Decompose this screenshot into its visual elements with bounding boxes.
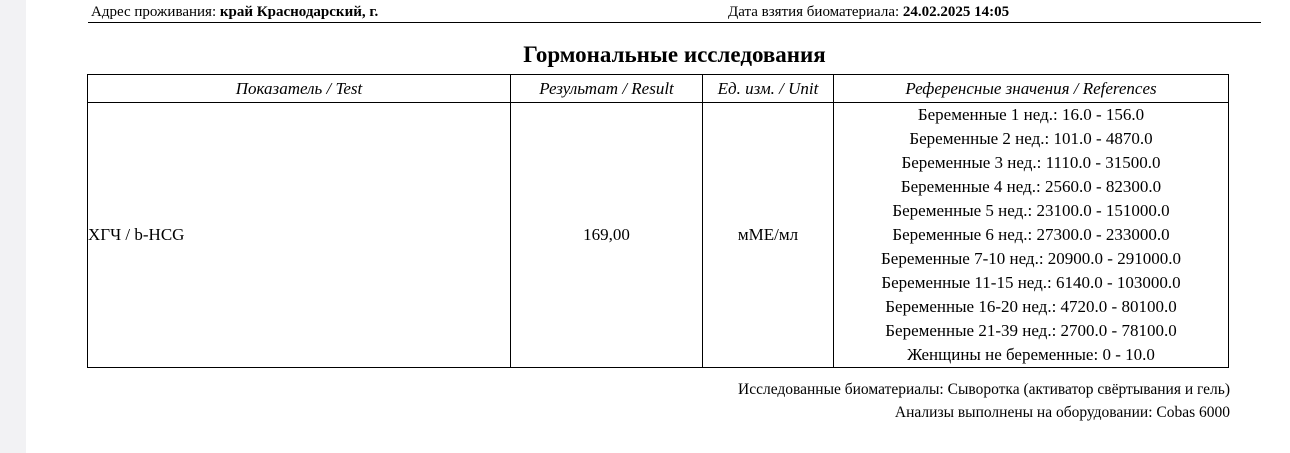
reference-line: Беременные 2 нед.: 101.0 - 4870.0 [909, 129, 1153, 148]
address [91, 4, 378, 21]
test-result: 169,00 [511, 103, 703, 368]
reference-line: Беременные 7-10 нед.: 20900.0 - 291000.0 [881, 249, 1181, 268]
column-header-result: Результат / Result [511, 75, 703, 103]
reference-values [834, 103, 1229, 368]
reference-line: Беременные 21-39 нед.: 2700.0 - 78100.0 [885, 321, 1177, 340]
reference-line: Беременные 1 нед.: 16.0 - 156.0 [917, 105, 1145, 124]
section-title: Гормональные исследования [523, 42, 826, 67]
column-header-test: Показатель / Test [88, 75, 511, 103]
patient-header [88, 2, 1261, 23]
column-header-references: Референсные значения / References [834, 75, 1229, 103]
reference-line: Беременные 4 нед.: 2560.0 - 82300.0 [900, 177, 1162, 196]
document-page [26, 0, 1290, 453]
reference-line: Беременные 5 нед.: 23100.0 - 151000.0 [892, 201, 1170, 220]
date-value: 24.02.2025 14:05 [902, 4, 1010, 20]
reference-line: Беременные 3 нед.: 1110.0 - 31500.0 [901, 153, 1161, 172]
table-row [88, 103, 1229, 368]
table-header-row [88, 75, 1229, 103]
equipment-note: Анализы выполнены на оборудовании: Cobas 6000 [894, 404, 1230, 421]
reference-line: Женщины не беременные: 0 - 10.0 [907, 345, 1155, 364]
test-name: ХГЧ / b-HCG [88, 103, 511, 368]
reference-line: Беременные 6 нед.: 27300.0 - 233000.0 [892, 225, 1170, 244]
reference-line: Беременные 11-15 нед.: 6140.0 - 103000.0 [881, 273, 1181, 292]
test-unit: мМЕ/мл [703, 103, 834, 368]
biomaterial-note: Исследованные биоматериалы: Сыворотка (активатор свёртывания и гель) [738, 381, 1230, 398]
results-table [87, 74, 1229, 368]
address-value: край Краснодарский, г. [219, 4, 379, 20]
date-label: Дата взятия биоматериала: [728, 4, 900, 20]
reference-line: Беременные 16-20 нед.: 4720.0 - 80100.0 [885, 297, 1177, 316]
address-label: Адрес проживания: [91, 4, 217, 20]
column-header-unit: Ед. изм. / Unit [703, 75, 834, 103]
sample-date [728, 4, 1009, 21]
